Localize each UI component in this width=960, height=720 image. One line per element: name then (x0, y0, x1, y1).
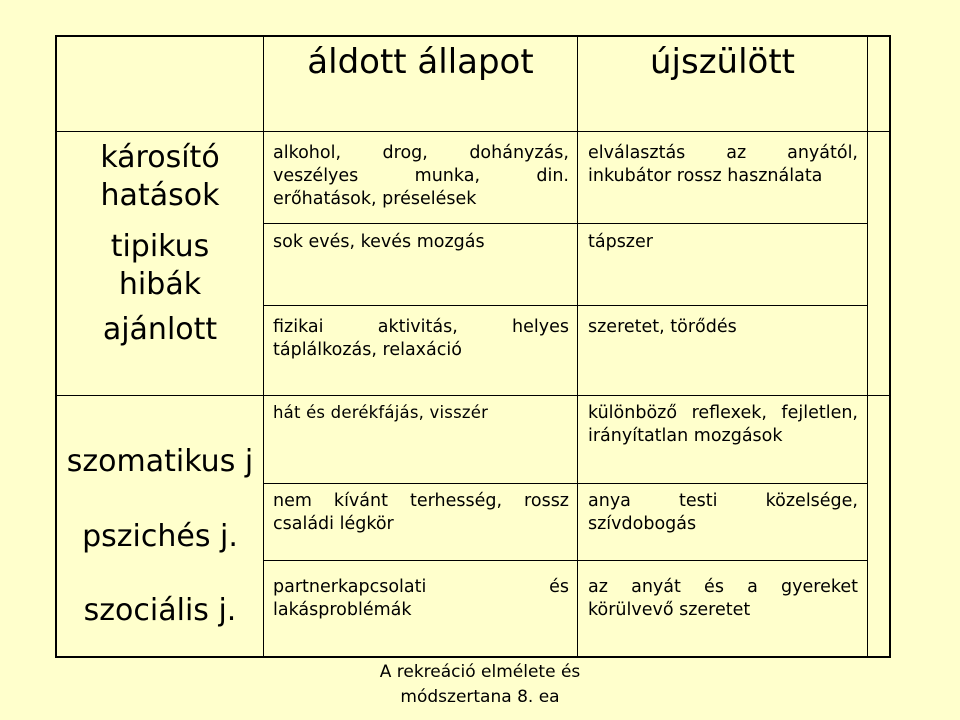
cell-ajanlott-ujszulott: szeretet, törődés (588, 317, 737, 337)
table-border-right (889, 35, 891, 658)
table-section-divider (55, 395, 891, 396)
row-label-ajanlott: ajánlott (102, 312, 218, 347)
cell-tipikus-ujszulott: tápszer (588, 232, 653, 252)
row-label-tipikus-hibak: tipikus hibák (110, 229, 210, 302)
footer-line-2: módszertana 8. ea (400, 686, 560, 707)
cell-pszichés-ujszulott: anya testi közelsége, szívdobogás (588, 491, 858, 534)
table-border-top (55, 35, 891, 37)
slide-footer (360, 660, 600, 709)
table-column-divider-2 (577, 35, 578, 658)
footer-line-1: A rekreáció elmélete és (379, 662, 581, 682)
header-ujszulott: újszülött (649, 42, 795, 82)
cell-tipikus-aldott: sok evés, kevés mozgás (273, 232, 485, 252)
cell-szocialis-aldott: partnerkapcsolati és lakásproblémák (273, 577, 569, 620)
cell-szomatikus-ujszulott: különböző reflexek, fejletlen, irányítatlan mozgások (588, 403, 858, 446)
row-label-szocialis: szociális j. (83, 593, 237, 628)
table-row-divider-3 (263, 483, 867, 484)
row-label-pszichés: pszichés j. (82, 519, 238, 554)
table-row-divider-4 (263, 560, 867, 561)
table-row-divider-2 (263, 305, 867, 306)
row-label-szomatikus: szomatikus j (66, 444, 254, 479)
cell-karosito-aldott: alkohol, drog, dohányzás, veszélyes munka, din. erőhatások, préselések (273, 143, 569, 209)
table-row-divider-1 (263, 223, 867, 224)
cell-karosito-ujszulott: elválasztás az anyától, inkubátor rossz használata (588, 143, 858, 186)
cell-pszichés-aldott: nem kívánt terhesség, rossz családi légkör (273, 491, 569, 534)
table-inner-right-line (867, 35, 868, 658)
row-label-karosito-hatasok: károsító hatások (100, 140, 220, 213)
table-column-divider-1 (263, 35, 264, 658)
header-aldott-allapot: áldott állapot (307, 42, 534, 82)
table-header-divider (55, 131, 891, 132)
cell-szocialis-ujszulott: az anyát és a gyereket körülvevő szeretet (588, 577, 858, 620)
cell-szomatikus-aldott: hát és derékfájás, visszér (273, 403, 489, 422)
table-border-bottom (55, 656, 891, 658)
cell-ajanlott-aldott: fizikai aktivitás, helyes táplálkozás, relaxáció (273, 317, 569, 360)
